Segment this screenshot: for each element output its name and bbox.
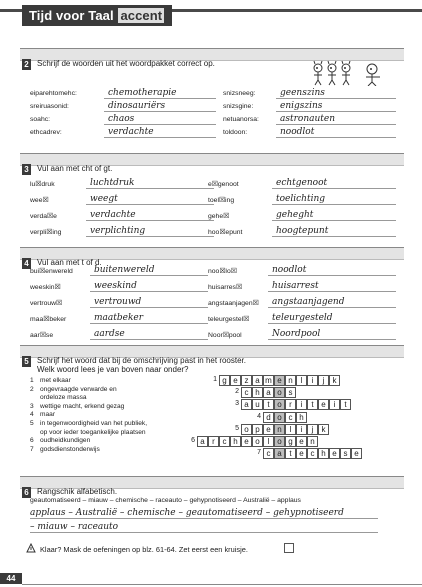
gap-word: weeskin☒: [30, 284, 61, 291]
grid-cell[interactable]: o: [241, 424, 252, 435]
grid-cell[interactable]: c: [307, 448, 318, 459]
clue-number: 5: [30, 420, 34, 427]
answer-line[interactable]: verplichting: [86, 226, 214, 237]
grid-row-number: 1: [213, 376, 217, 383]
grid-cell[interactable]: j: [307, 424, 318, 435]
grid-cell[interactable]: h: [296, 412, 307, 423]
gap-word: maa☒beker: [30, 316, 67, 323]
grid-cell[interactable]: h: [252, 387, 263, 398]
gap-word: wee☒: [30, 197, 49, 204]
grid-row-number: 4: [257, 412, 261, 420]
answer-line[interactable]: noodlot: [276, 127, 396, 138]
gap-word: vertrouw☒: [30, 300, 63, 307]
exercise-instruction: Schrijf het woord dat bij de omschrijving past in het rooster.: [37, 356, 246, 365]
grid-cell[interactable]: r: [285, 399, 296, 410]
grid-cell[interactable]: c: [263, 448, 274, 459]
answer-line[interactable]: – miauw – raceauto: [30, 522, 378, 533]
gap-word: gehe☒: [208, 213, 230, 220]
exercise-instruction: Vul aan met t of d.: [37, 258, 102, 267]
gap-word: noo☒lo☒: [208, 268, 237, 275]
gap-word: toel☒ing: [208, 197, 235, 204]
puzzle-word: snizsgine:: [223, 103, 254, 110]
grid-cell[interactable]: o: [252, 436, 263, 447]
answer-line[interactable]: geheght: [272, 210, 396, 221]
grid-cell[interactable]: o: [274, 387, 285, 398]
gap-word: Noor☒pool: [208, 332, 242, 339]
grid-cell[interactable]: e: [241, 436, 252, 447]
grid-cell[interactable]: m: [263, 375, 274, 386]
grid-cell[interactable]: o: [274, 399, 285, 410]
answer-line[interactable]: noodlot: [268, 265, 396, 276]
grid-cell[interactable]: c: [285, 412, 296, 423]
grid-cell[interactable]: k: [329, 375, 340, 386]
clue-text: ordeloze massa: [40, 394, 87, 402]
clue-number: 4: [30, 411, 34, 419]
grid-cell[interactable]: o: [274, 436, 285, 447]
grid-cell[interactable]: p: [252, 424, 263, 435]
grid-cell[interactable]: e: [296, 448, 307, 459]
grid-cell[interactable]: g: [219, 375, 230, 386]
exercise-instruction: Vul aan met cht of gt.: [37, 164, 113, 173]
grid-cell[interactable]: a: [241, 399, 252, 410]
answer-line[interactable]: echtgenoot: [272, 178, 396, 189]
puzzle-word: soahc:: [30, 116, 51, 123]
puzzle-word: toldoon:: [223, 129, 248, 136]
grid-cell[interactable]: s: [340, 448, 351, 459]
grid-cell[interactable]: c: [219, 436, 230, 447]
answer-line[interactable]: verdachte: [104, 127, 216, 138]
answer-line[interactable]: enigszins: [276, 101, 396, 112]
grid-cell[interactable]: e: [274, 375, 285, 386]
puzzle-word: snizsneeg:: [223, 90, 256, 97]
gap-word: lu☒druk: [30, 181, 55, 188]
clue-text: ongevraagde verwarde en: [40, 385, 117, 393]
grid-row-number: 3: [235, 400, 239, 408]
page-number: 44: [0, 573, 22, 584]
grid-cell[interactable]: e: [318, 399, 329, 410]
answer-line[interactable]: luchtdruk: [86, 178, 214, 189]
header-accent: accent: [120, 8, 163, 23]
answer-line[interactable]: chaos: [104, 114, 216, 125]
puzzle-word: eiparehtomehc:: [30, 90, 77, 97]
gap-word: aar☒se: [30, 332, 54, 339]
answer-line[interactable]: astronauten: [276, 114, 396, 125]
clue-number: 1: [30, 377, 34, 384]
grid-cell[interactable]: n: [285, 375, 296, 386]
grid-cell[interactable]: n: [307, 436, 318, 447]
check-instruction: Klaar? Mask de oefeningen op blz. 61-64. Zet eerst een kruisje.: [40, 545, 248, 554]
grid-cell[interactable]: s: [285, 387, 296, 398]
clue-text: godsdienstonderwijs: [40, 445, 100, 453]
answer-line[interactable]: Noordpool: [268, 329, 396, 340]
answer-line[interactable]: aardse: [90, 329, 208, 340]
grid-cell[interactable]: t: [263, 399, 274, 410]
devil-doodle-icon: [310, 60, 394, 86]
gap-word: verda☒e: [30, 213, 57, 220]
clue-text: wettige macht, erkend gezag: [40, 402, 125, 410]
grid-row-number: 5: [235, 424, 239, 432]
gap-word: hoo☒epunt: [208, 229, 243, 236]
gap-word: verpli☒ing: [30, 229, 62, 236]
grid-cell[interactable]: i: [307, 375, 318, 386]
word-list: geautomatiseerd – miauw – chemische – raceauto – gehypnotiseerd – Australië – applaus: [30, 497, 301, 504]
answer-line[interactable]: dinosauriërs: [104, 101, 216, 112]
grid-cell[interactable]: e: [296, 436, 307, 447]
clue-text: oudheidkundigen: [40, 437, 91, 445]
grid-cell[interactable]: k: [318, 424, 329, 435]
grid-cell[interactable]: a: [274, 448, 285, 459]
exercise-number: 6: [22, 487, 31, 498]
grid-cell[interactable]: h: [230, 436, 241, 447]
answer-line[interactable]: buitenwereld: [90, 265, 208, 276]
grid-row-number: 6: [191, 437, 195, 444]
answer-line[interactable]: maatbeker: [90, 313, 208, 324]
grid-cell[interactable]: t: [285, 448, 296, 459]
answer-line[interactable]: geenszins: [276, 88, 396, 99]
answer-line[interactable]: angstaanjagend: [268, 297, 396, 308]
exercise-number: 4: [22, 258, 31, 269]
grid-cell[interactable]: i: [329, 399, 340, 410]
grid-cell[interactable]: u: [252, 399, 263, 410]
grid-cell[interactable]: o: [274, 412, 285, 423]
clue-text: in tegenwoordigheid van het publiek,: [40, 420, 148, 427]
grid-cell[interactable]: a: [197, 436, 208, 447]
grid-cell[interactable]: e: [351, 448, 362, 459]
gap-word: e☒genoot: [208, 181, 239, 188]
exercise-instruction: Rangschik alfabetisch.: [37, 487, 118, 496]
clue-text: maar: [40, 411, 56, 419]
grid-row-number: 7: [257, 449, 261, 457]
gap-word: bui☒enwereld: [30, 268, 73, 275]
answer-line[interactable]: chemotherapie: [104, 88, 216, 99]
clue-number: 3: [30, 402, 34, 410]
grid-cell[interactable]: i: [296, 399, 307, 410]
answer-line[interactable]: verdachte: [86, 210, 214, 221]
grid-cell[interactable]: l: [285, 424, 296, 435]
exercise-number: 5: [22, 356, 31, 367]
exercise-question: Welk woord lees je van boven naar onder?: [37, 365, 189, 374]
clue-text: met elkaar: [40, 377, 71, 384]
warning-icon: [26, 543, 36, 553]
page-header: [0, 0, 422, 30]
header-title-text: Tijd voor Taal: [29, 8, 114, 23]
grid-cell[interactable]: e: [263, 424, 274, 435]
page-footer: [0, 570, 422, 587]
grid-row-number: 2: [235, 388, 239, 396]
grid-cell[interactable]: n: [274, 424, 285, 435]
grid-cell[interactable]: a: [263, 387, 274, 398]
check-box[interactable]: [284, 543, 294, 553]
gap-word: angstaanjagen☒: [208, 300, 259, 307]
answer-line[interactable]: hoogtepunt: [272, 226, 396, 237]
puzzle-word: netuanorsa:: [223, 116, 259, 123]
clue-number: 2: [30, 385, 34, 393]
answer-line[interactable]: weegt: [86, 194, 214, 205]
answer-line[interactable]: huisarrest: [268, 281, 396, 292]
clue-number: 6: [30, 437, 34, 445]
grid-cell[interactable]: t: [340, 399, 351, 410]
grid-cell[interactable]: g: [285, 436, 296, 447]
puzzle-word: ethcadrev:: [30, 129, 62, 136]
grid-cell[interactable]: z: [241, 375, 252, 386]
exercise-number: 3: [22, 164, 31, 175]
answer-line[interactable]: weeskind: [90, 281, 208, 292]
grid-cell[interactable]: e: [329, 448, 340, 459]
grid-cell[interactable]: r: [208, 436, 219, 447]
grid-cell[interactable]: i: [296, 424, 307, 435]
answer-line[interactable]: vertrouwd: [90, 297, 208, 308]
header-title: [22, 5, 172, 26]
exercise-instruction: Schrijf de woorden uit het woordpakket correct op.: [37, 59, 215, 68]
exercise-number: 2: [22, 59, 31, 70]
clue-text: op voor ieder toegankelijke plaatsen: [40, 428, 146, 436]
grid-cell[interactable]: a: [252, 375, 263, 386]
grid-cell[interactable]: e: [230, 375, 241, 386]
answer-line[interactable]: applaus – Australië – chemische – geautomatiseerd – gehypnotiseerd: [30, 508, 378, 519]
gap-word: huisarres☒: [208, 284, 243, 291]
grid-cell[interactable]: d: [263, 412, 274, 423]
footer-rule: [22, 584, 422, 585]
grid-cell[interactable]: l: [263, 436, 274, 447]
grid-cell[interactable]: c: [241, 387, 252, 398]
clue-number: 7: [30, 445, 34, 453]
grid-cell[interactable]: t: [307, 399, 318, 410]
grid-cell[interactable]: l: [296, 375, 307, 386]
answer-line[interactable]: teleurgesteld: [268, 313, 396, 324]
grid-cell[interactable]: h: [318, 448, 329, 459]
grid-cell[interactable]: j: [318, 375, 329, 386]
answer-line[interactable]: toelichting: [272, 194, 396, 205]
gap-word: teleurgestel☒: [208, 316, 250, 323]
puzzle-word: sreiruasonid:: [30, 103, 69, 110]
